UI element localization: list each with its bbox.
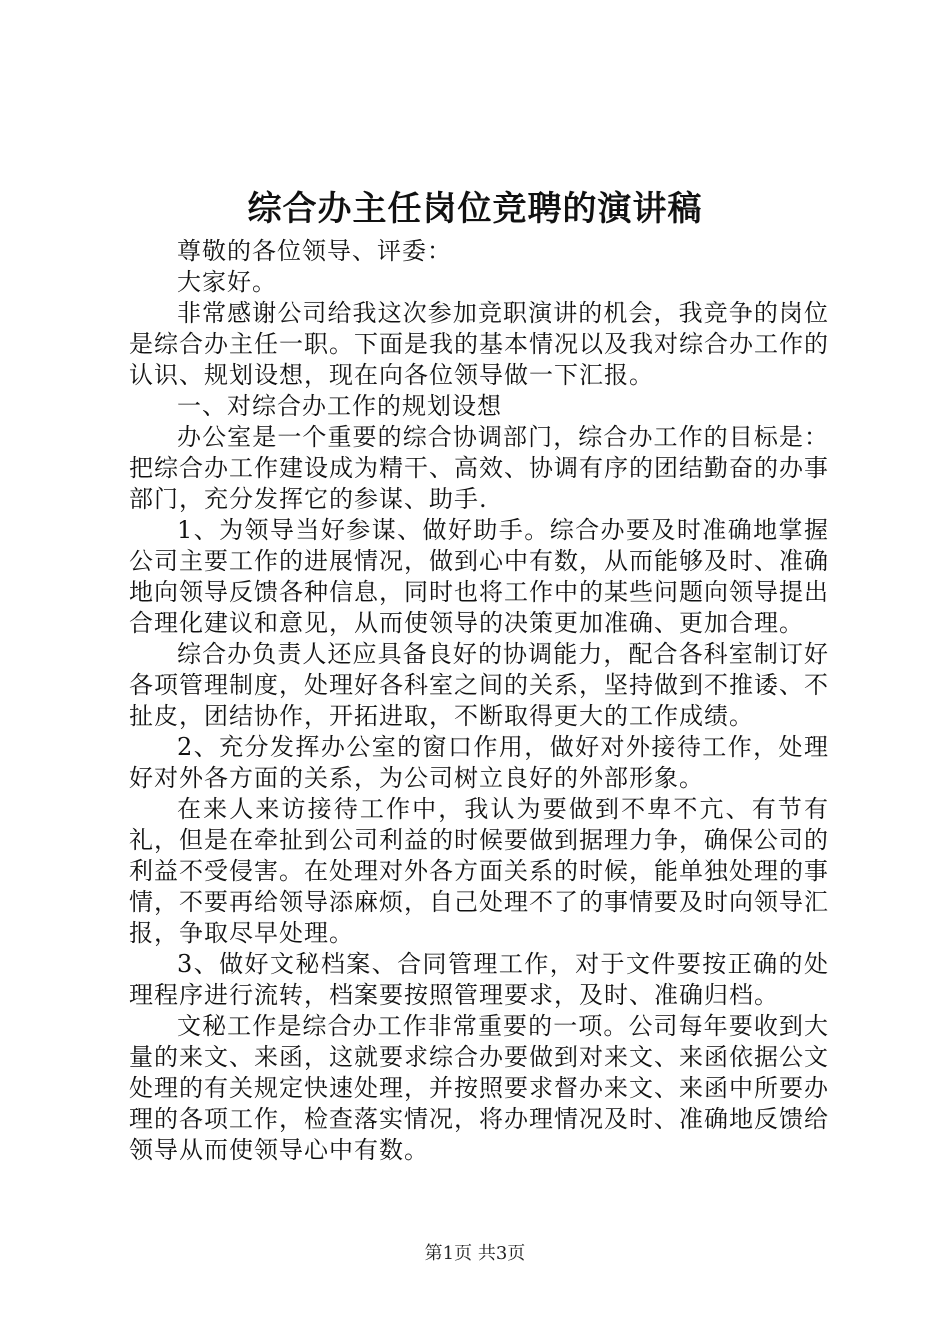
paragraph-point-1: 1、为领导当好参谋、做好助手。综合办要及时准确地掌握公司主要工作的进展情况，做到心中有数，从而能够及时、准确地向领导反馈各种信息，同时也将工作中的某些问题向领导提出合理化建议和意见，从而使领导的决策更加准确、更加合理。 <box>129 516 829 637</box>
paragraph-coordination: 综合办负责人还应具备良好的协调能力，配合各科室制订好各项管理制度，处理好各科室之间的关系，坚持做到不推诿、不扯皮，团结协作，开拓进取，不断取得更大的工作成绩。 <box>129 640 829 730</box>
paragraph-point-2: 2、充分发挥办公室的窗口作用，做好对外接待工作，处理好对外各方面的关系，为公司树立良好的外部形象。 <box>129 733 829 792</box>
salutation: 尊敬的各位领导、评委： <box>177 237 452 265</box>
paragraph-office-role: 办公室是一个重要的综合协调部门，综合办工作的目标是：把综合办工作建设成为精干、高效、协调有序的团结勤奋的办事部门，充分发挥它的参谋、助手. <box>129 423 829 513</box>
paragraph-reception: 在来人来访接待工作中，我认为要做到不卑不亢、有节有礼，但是在牵扯到公司利益的时候要做到据理力争，确保公司的利益不受侵害。在处理对外各方面关系的时候，能单独处理的事情，不要再给领导添麻烦，自己处理不了的事情要及时向领导汇报，争取尽早处理。 <box>129 795 829 947</box>
paragraph-point-3: 3、做好文秘档案、合同管理工作，对于文件要按正确的处理程序进行流转，档案要按照管理要求，及时、准确归档。 <box>129 950 829 1009</box>
paragraph-intro: 非常感谢公司给我这次参加竞职演讲的机会，我竞争的岗位是综合办主任一职。下面是我的基本情况以及我对综合办工作的认识、规划设想，现在向各位领导做一下汇报。 <box>129 299 829 389</box>
page-footer: 第1页 共3页 <box>424 1243 526 1264</box>
paragraph-secretarial: 文秘工作是综合办工作非常重要的一项。公司每年要收到大量的来文、来函，这就要求综合办要做到对来文、来函依据公文处理的有关规定快速处理，并按照要求督办来文、来函中所要办理的各项工作，检查落实情况，将办理情况及时、准确地反馈给领导从而使领导心中有数。 <box>129 1012 829 1164</box>
document-title: 综合办主任岗位竞聘的演讲稿 <box>247 189 703 229</box>
document-body <box>129 236 829 1166</box>
section-heading-1: 一、对综合办工作的规划设想 <box>177 392 502 420</box>
greeting: 大家好。 <box>177 268 277 296</box>
